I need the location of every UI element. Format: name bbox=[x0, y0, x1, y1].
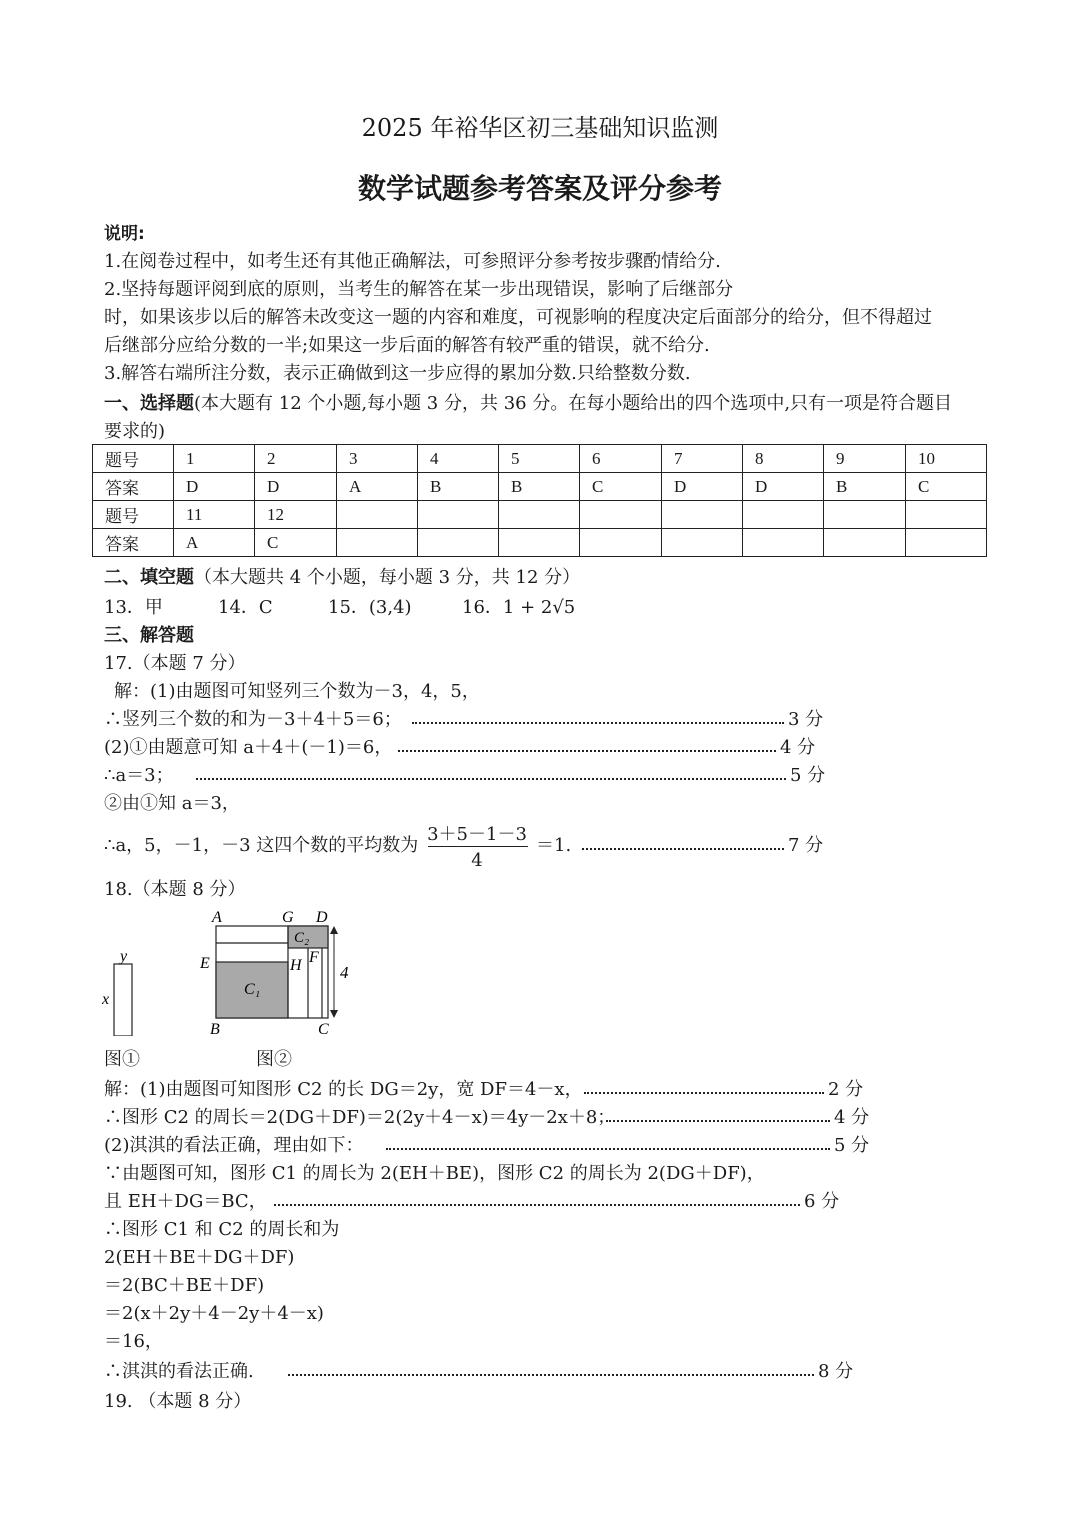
notes-heading: 说明: bbox=[104, 224, 145, 244]
q18-figures bbox=[96, 906, 396, 1036]
table-cell bbox=[906, 501, 987, 529]
fraction-bar bbox=[428, 846, 528, 847]
section1-desc-cont: 要求的) bbox=[104, 421, 166, 442]
table-cell bbox=[824, 529, 906, 557]
table-cell: 10 bbox=[906, 445, 987, 473]
table-cell: B bbox=[824, 473, 906, 501]
table-cell bbox=[418, 501, 499, 529]
table-cell bbox=[418, 529, 499, 557]
note-1: 1.在阅卷过程中，如考生还有其他正确解法，可参照评分参考按步骤酌情给分. bbox=[104, 251, 721, 272]
score-3: 3 分 bbox=[788, 709, 824, 730]
leader-dots bbox=[288, 1374, 814, 1376]
q18-line-5: 且 EH＋DG＝BC， bbox=[104, 1191, 267, 1212]
table-cell: 7 bbox=[662, 445, 743, 473]
note-3: 3.解答右端所注分数，表示正确做到这一步应得的累加分数.只给整数分数. bbox=[104, 363, 691, 384]
page-title: 数学试题参考答案及评分参考 bbox=[357, 172, 722, 205]
table-cell bbox=[743, 501, 824, 529]
section2-heading: 二、填空题 bbox=[104, 567, 194, 588]
fig2-label-B: B bbox=[210, 1021, 220, 1036]
table-cell bbox=[499, 529, 580, 557]
q18-line-6: ∴图形 C1 和 C2 的周长和为 bbox=[104, 1219, 340, 1240]
q18-line-8: ＝2(BC＋BE＋DF) bbox=[104, 1275, 265, 1296]
table-cell bbox=[662, 529, 743, 557]
q18-line-1: 解：(1)由题图可知图形 C2 的长 DG＝2y，宽 DF＝4－x， bbox=[104, 1079, 583, 1100]
answer-13: 13．甲 bbox=[104, 597, 163, 618]
table-cell: 9 bbox=[824, 445, 906, 473]
q17-line-6-result: ＝1. bbox=[536, 835, 572, 856]
leader-dots bbox=[606, 1120, 830, 1122]
leader-dots bbox=[196, 778, 786, 780]
table-cell bbox=[337, 529, 418, 557]
table-cell: 答案 bbox=[93, 529, 174, 557]
table-cell: 4 bbox=[418, 445, 499, 473]
fig2-label-D: D bbox=[316, 909, 328, 926]
leader-dots bbox=[412, 722, 784, 724]
table-cell bbox=[580, 529, 662, 557]
title-line-1: 2025 年裕华区初三基础知识监测 bbox=[361, 114, 719, 142]
fig1-label-x: x bbox=[102, 991, 110, 1008]
table-cell: 6 bbox=[580, 445, 662, 473]
table-cell: D bbox=[662, 473, 743, 501]
note-2c: 后继部分应给分数的一半;如果这一步后面的解答有较严重的错误，就不给分. bbox=[104, 335, 710, 356]
q18-line-3: (2)淇淇的看法正确，理由如下： bbox=[104, 1135, 364, 1156]
q18-line-4: ∵由题图可知，图形 C1 的周长为 2(EH＋BE)，图形 C2 的周长为 2(DG＋DF)， bbox=[104, 1163, 765, 1184]
q18-header: 18.（本题 8 分） bbox=[104, 879, 246, 900]
q18-line-10: ＝16， bbox=[104, 1331, 163, 1352]
leader-dots bbox=[582, 848, 784, 850]
table-cell: 2 bbox=[255, 445, 337, 473]
fig1-label-y: y bbox=[120, 948, 128, 965]
table-cell: C bbox=[580, 473, 662, 501]
table-cell bbox=[906, 529, 987, 557]
fig2-label-C2: C₂ bbox=[294, 930, 310, 946]
score-6: 6 分 bbox=[804, 1191, 840, 1212]
q18-line-7: 2(EH＋BE＋DG＋DF) bbox=[104, 1247, 295, 1268]
leader-dots bbox=[386, 1148, 830, 1150]
score-4: 4 分 bbox=[780, 737, 816, 758]
note-2a: 2.坚持每题评阅到底的原则，当考生的解答在某一步出现错误，影响了后继部分 bbox=[104, 279, 734, 300]
table-row-numbers-1 bbox=[93, 445, 987, 473]
fig2-label-C: C bbox=[318, 1021, 329, 1036]
section2-desc: （本大题共 4 个小题，每小题 3 分，共 12 分） bbox=[194, 567, 581, 588]
fraction-denominator: 4 bbox=[471, 850, 483, 871]
table-cell: B bbox=[418, 473, 499, 501]
q18-line-11: ∴淇淇的看法正确. bbox=[104, 1361, 254, 1382]
fig2-label-4: 4 bbox=[340, 963, 349, 982]
leader-dots bbox=[584, 1092, 824, 1094]
table-row-numbers-2 bbox=[93, 501, 987, 529]
table-cell: 1 bbox=[174, 445, 255, 473]
q17-line-2: ∴竖列三个数的和为－3＋4＋5＝6； bbox=[104, 709, 402, 730]
table-cell: 题号 bbox=[93, 501, 174, 529]
table-cell bbox=[824, 501, 906, 529]
fig2-caption: 图② bbox=[256, 1049, 292, 1070]
fig2-label-F: F bbox=[309, 949, 319, 966]
fraction-numerator: 3＋5－1－3 bbox=[427, 824, 527, 845]
answer-table bbox=[92, 444, 987, 557]
q18-line-2: ∴图形 C2 的周长＝2(DG＋DF)＝2(2y＋4－x)＝4y－2x＋8； bbox=[104, 1107, 616, 1128]
section1-desc: (本大题有 12 个小题,每小题 3 分，共 36 分。在每小题给出的四个选项中,只有一项是符合题目 bbox=[194, 393, 953, 414]
arrow-head-down-icon bbox=[330, 1010, 338, 1018]
answer-16: 16．1 + 2√5 bbox=[462, 597, 576, 618]
fig2-label-A: A bbox=[212, 909, 222, 926]
section2-line bbox=[104, 566, 580, 590]
score-7: 7 分 bbox=[788, 835, 824, 856]
table-cell: 5 bbox=[499, 445, 580, 473]
table-cell bbox=[337, 501, 418, 529]
score-5: 5 分 bbox=[834, 1135, 870, 1156]
table-row-answers-1 bbox=[93, 473, 987, 501]
fig2-label-C1: C₁ bbox=[244, 981, 261, 998]
score-5: 5 分 bbox=[790, 765, 826, 786]
q17-line-5: ②由①知 a＝3， bbox=[104, 793, 240, 814]
fig2-label-G: G bbox=[282, 909, 294, 926]
score-2: 2 分 bbox=[828, 1079, 864, 1100]
table-cell: 12 bbox=[255, 501, 337, 529]
score-4: 4 分 bbox=[834, 1107, 870, 1128]
fig2-label-H: H bbox=[290, 957, 302, 974]
score-8: 8 分 bbox=[818, 1361, 854, 1382]
leader-dots bbox=[274, 1204, 800, 1206]
table-cell: D bbox=[255, 473, 337, 501]
table-cell: 题号 bbox=[93, 445, 174, 473]
table-cell: A bbox=[174, 529, 255, 557]
table-cell: 3 bbox=[337, 445, 418, 473]
fig1-caption: 图① bbox=[104, 1049, 140, 1070]
answer-15: 15．(3,4) bbox=[328, 597, 412, 618]
table-cell bbox=[662, 501, 743, 529]
table-cell: D bbox=[174, 473, 255, 501]
table-cell: A bbox=[337, 473, 418, 501]
table-cell: C bbox=[255, 529, 337, 557]
table-cell bbox=[499, 501, 580, 529]
note-2b: 时，如果该步以后的解答未改变这一题的内容和难度，可视影响的程度决定后面部分的给分，但不得超过 bbox=[104, 307, 932, 328]
answer-14: 14．C bbox=[218, 597, 273, 618]
q19-header: 19. （本题 8 分） bbox=[104, 1391, 252, 1412]
leader-dots bbox=[398, 750, 776, 752]
q17-line-1: 解：(1)由题图可知竖列三个数为－3，4，5， bbox=[114, 681, 480, 702]
table-cell bbox=[580, 501, 662, 529]
q18-line-9: ＝2(x＋2y＋4－2y＋4－x) bbox=[104, 1303, 324, 1324]
table-cell: 8 bbox=[743, 445, 824, 473]
table-cell: 11 bbox=[174, 501, 255, 529]
table-cell bbox=[743, 529, 824, 557]
section1-heading: 一、选择题 bbox=[104, 393, 194, 414]
table-cell: D bbox=[743, 473, 824, 501]
table-cell: 答案 bbox=[93, 473, 174, 501]
q17-header: 17.（本题 7 分） bbox=[104, 653, 246, 674]
table-row-answers-2 bbox=[93, 529, 987, 557]
table-cell: C bbox=[906, 473, 987, 501]
q17-line-6: ∴a，5，－1，－3 这四个数的平均数为 bbox=[104, 835, 419, 856]
fig1-rectangle bbox=[114, 964, 132, 1036]
section1-line bbox=[104, 392, 952, 416]
arrow-head-up-icon bbox=[330, 926, 338, 934]
fig2-label-E: E bbox=[200, 955, 210, 972]
section3-heading: 三、解答题 bbox=[104, 625, 194, 646]
table-cell: B bbox=[499, 473, 580, 501]
q17-line-3: (2)①由题意可知 a＋4＋(－1)＝6， bbox=[104, 737, 393, 758]
q17-line-4: ∴a＝3； bbox=[104, 765, 174, 786]
